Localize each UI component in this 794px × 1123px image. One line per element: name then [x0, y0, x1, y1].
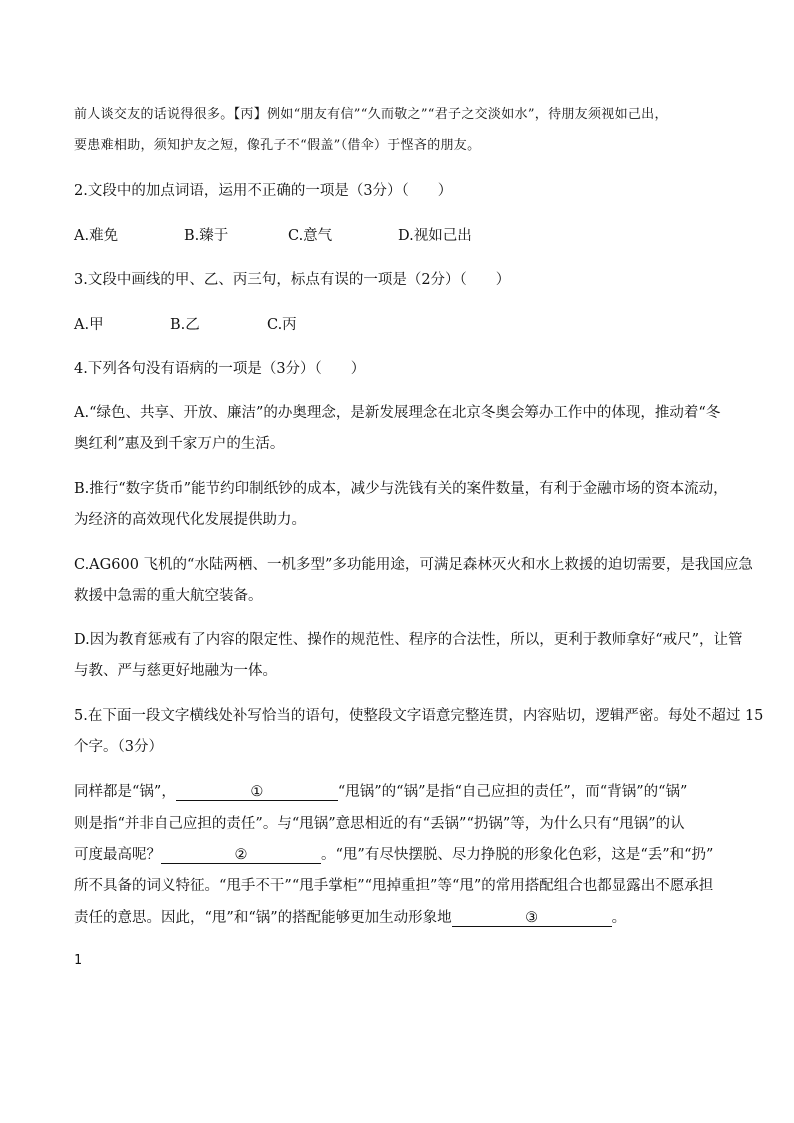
option-c: C.丙 [267, 317, 297, 333]
question-5-paragraph-line-1 [74, 780, 687, 801]
answer-blank-1[interactable]: ① [176, 785, 338, 801]
passage-line-1: 前人谈交友的话说得很多。【丙】例如“朋友有信”“久而敬之”“君子之交淡如水”，待朋友须视如己出， [74, 107, 668, 122]
question-4-option-a-line-2: 奥红利”惠及到千家万户的生活。 [74, 436, 285, 452]
paragraph-text: 责任的意思。因此，“甩”和“锅”的搭配能够更加生动形象地 [74, 910, 452, 926]
question-4-option-d-line-1: D.因为教育惩戒有了内容的限定性、操作的规范性、程序的合法性，所以，更利于教师拿好“戒尺”，让管 [74, 632, 743, 648]
answer-blank-2[interactable]: ② [161, 848, 321, 864]
option-c: C.意气 [288, 228, 333, 244]
question-4-option-d-line-2: 与教、严与慈更好地融为一体。 [74, 663, 277, 679]
paragraph-text: 。“甩”有尽快摆脱、尽力挣脱的形象化色彩，这是“丢”和“扔” [321, 847, 714, 863]
question-4-stem: 4.下列各句没有语病的一项是（3分）（ ） [74, 361, 366, 377]
question-5-stem-line-1: 5.在下面一段文字横线处补写恰当的语句，使整段文字语意完整连贯，内容贴切，逻辑严密。每处不超过 15 [74, 708, 764, 724]
question-4-option-a-line-1: A.“绿色、共享、开放、廉洁”的办奥理念，是新发展理念在北京冬奥会筹办工作中的体现，推动着“冬 [74, 405, 721, 421]
question-2-stem: 2.文段中的加点词语，运用不正确的一项是（3分）（ ） [74, 183, 453, 199]
paragraph-text: 。 [611, 910, 627, 926]
paragraph-text: 可度最高呢？ [74, 847, 161, 863]
question-5-paragraph-line-5 [74, 906, 626, 927]
paragraph-text: 同样都是“锅”， [74, 784, 176, 800]
option-a: A.难免 [74, 228, 119, 244]
question-4-option-c-line-1: C.AG600 飞机的“水陆两栖、一机多型”多功能用途，可满足森林灭火和水上救援的迫切需要，是我国应急 [74, 557, 753, 573]
question-4-option-b-line-2: 为经济的高效现代化发展提供助力。 [74, 512, 306, 528]
question-5-stem-line-2: 个字。（3分） [74, 739, 163, 755]
question-3-stem: 3.文段中画线的甲、乙、丙三句，标点有误的一项是（2分）（ ） [74, 272, 511, 288]
option-b: B.乙 [170, 317, 200, 333]
option-a: A.甲 [74, 317, 104, 333]
answer-blank-3[interactable]: ③ [452, 911, 612, 927]
paragraph-text: “甩锅”的“锅”是指“自己应担的责任”，而“背锅”的“锅” [337, 784, 688, 800]
option-b: B.臻于 [184, 228, 229, 244]
question-4-option-c-line-2: 救援中急需的重大航空装备。 [74, 588, 263, 604]
question-5-paragraph-line-2: 则是指“并非自己应担的责任”。与“甩锅”意思相近的有“丢锅”“扔锅”等，为什么只有“甩锅”的认 [74, 816, 685, 832]
question-5-paragraph-line-3 [74, 843, 713, 864]
question-5-paragraph-line-4: 所不具备的词义特征。“甩手不干”“甩手掌柜”“甩掉重担”等“甩”的常用搭配组合也都显露出不愿承担 [74, 878, 714, 894]
question-4-option-b-line-1: B.推行“数字货币”能节约印制纸钞的成本，减少与洗钱有关的案件数量，有利于金融市场的资本流动， [74, 481, 728, 497]
page-number: 1 [74, 953, 82, 968]
option-d: D.视如己出 [398, 228, 472, 244]
passage-line-2: 要患难相助，须知护友之短，像孔子不“假盖”（借伞）于悭吝的朋友。 [74, 138, 481, 153]
